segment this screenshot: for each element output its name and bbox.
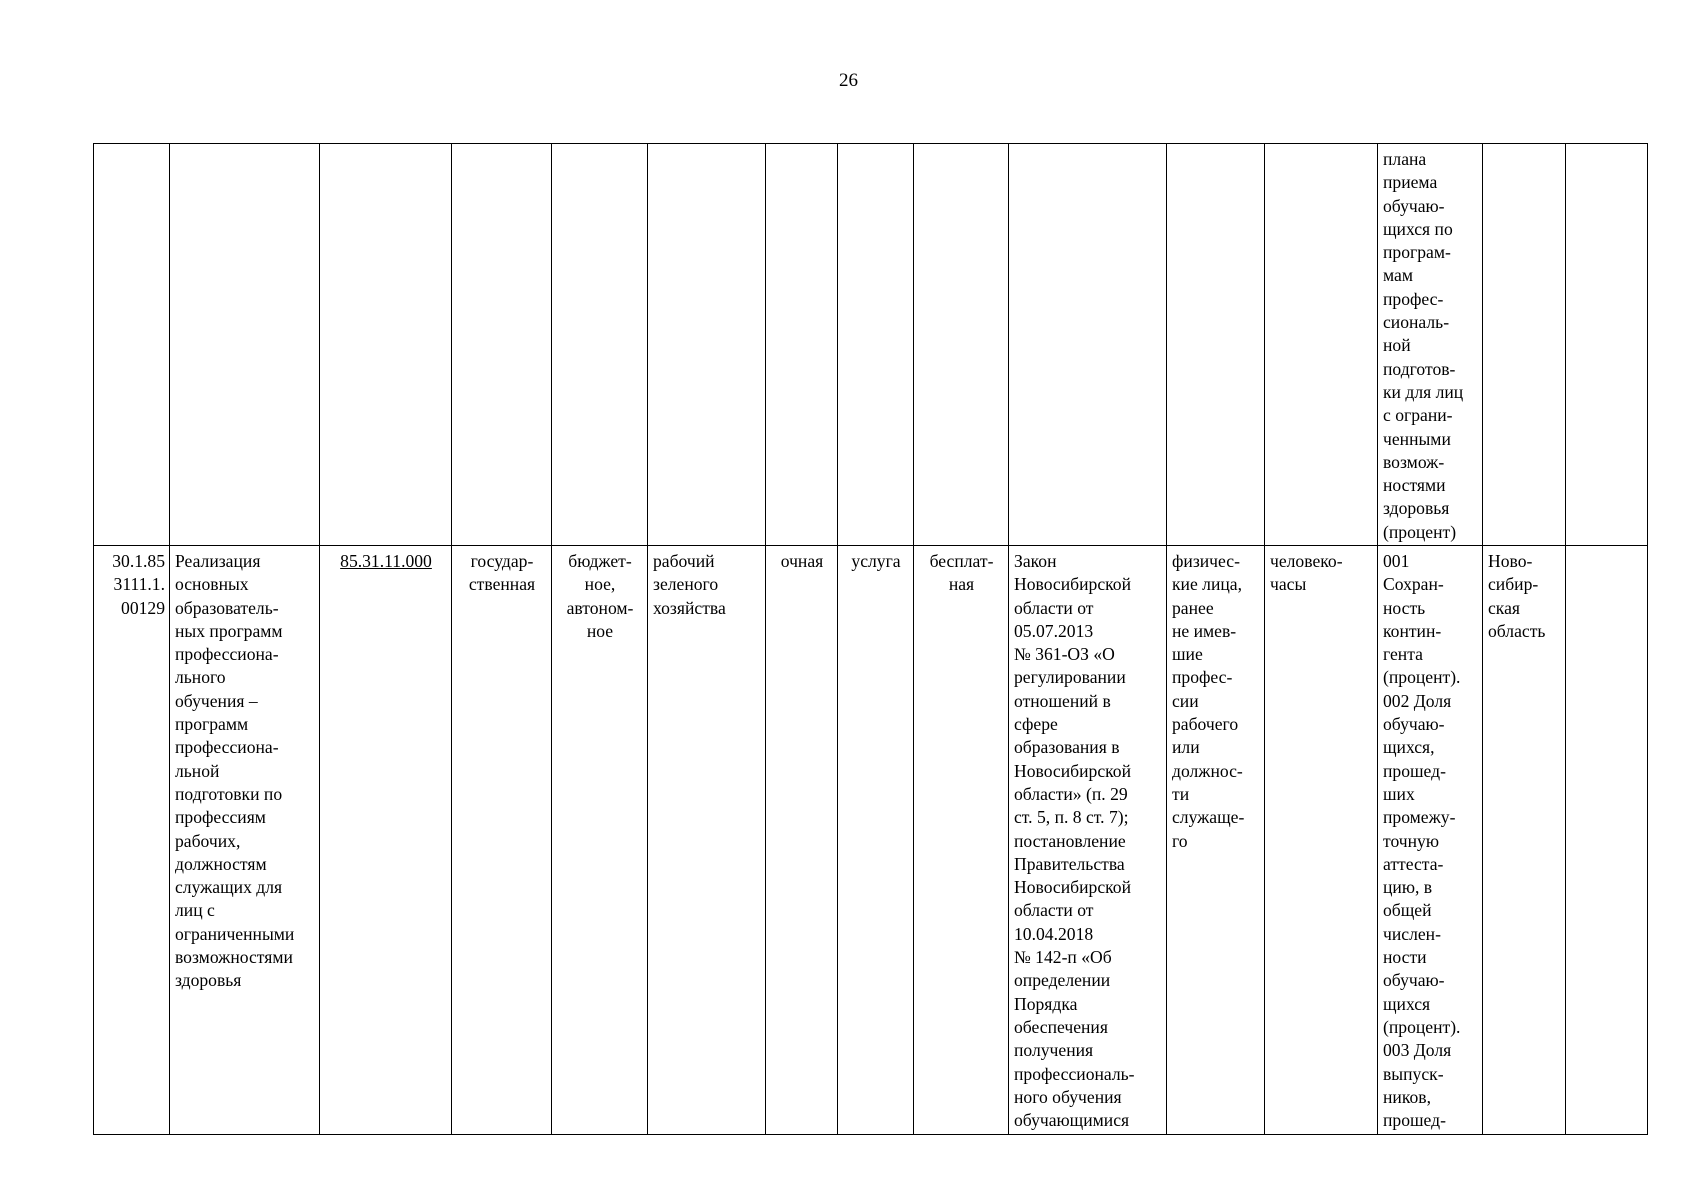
- institution-type-cell: государ- ственная: [452, 546, 552, 1135]
- table-cell: [838, 144, 914, 546]
- registry-code-cell: 30.1.85 3111.1. 00129: [94, 546, 170, 1135]
- consumers-cell: физичес- кие лица, ранее не имев- шие профес- сии рабочего или должнос- ти служаще- го: [1167, 546, 1265, 1135]
- table-row: [94, 144, 1648, 546]
- okved-code-link[interactable]: 85.31.11.000: [340, 551, 432, 571]
- table-cell: [1167, 144, 1265, 546]
- quality-indicator-continuation: плана приема обучаю- щихся по програм- мам профес- сиональ- ной подготов- ки для лиц с ограни- ченными возмож- ностями здоровья (процент): [1378, 144, 1483, 546]
- table-cell: [552, 144, 648, 546]
- okved-code-cell: [320, 546, 452, 1135]
- table-cell: [452, 144, 552, 546]
- table-cell: [648, 144, 766, 546]
- services-table: [93, 143, 1648, 1135]
- table-cell: [170, 144, 320, 546]
- profession-cell: рабочий зеленого хозяйства: [648, 546, 766, 1135]
- study-form-cell: очная: [766, 546, 838, 1135]
- service-name-cell: Реализация основных образователь- ных программ профессиона- льного обучения – программ профессиона- льной подготовки по профессиям рабочих, должностям служащих для лиц с ограниченными возможностями здоровья: [170, 546, 320, 1135]
- page-number: 26: [839, 70, 858, 91]
- table-cell: [1265, 144, 1378, 546]
- table-cell: [1566, 546, 1648, 1135]
- quality-indicators-cell: 001 Сохран- ность контин- гента (процент). 002 Доля обучаю- щихся, прошед- ших промежу- точную аттеста- цию, в общей числен- ности обучаю- щихся (процент). 003 Доля выпуск- ников, прошед-: [1378, 546, 1483, 1135]
- legal-basis-cell: Закон Новосибирской области от 05.07.2013 № 361-ОЗ «О регулировании отношений в сфере образования в Новосибирской области» (п. 29 ст. 5, п. 8 ст. 7); постановление Правительства Новосибирской области от 10.04.2018 № 142-п «Об определении Порядка обеспечения получения профессиональ- ного обучения обучающимися: [1009, 546, 1167, 1135]
- table-cell: [1009, 144, 1167, 546]
- table-cell: [1566, 144, 1648, 546]
- table-row: [94, 546, 1648, 1135]
- territory-cell: Ново- сибир- ская область: [1483, 546, 1566, 1135]
- category-cell: услуга: [838, 546, 914, 1135]
- table-cell: [914, 144, 1009, 546]
- volume-unit-cell: человеко- часы: [1265, 546, 1378, 1135]
- payment-cell: бесплат- ная: [914, 546, 1009, 1135]
- table-cell: [766, 144, 838, 546]
- table-cell: [94, 144, 170, 546]
- table-cell: [1483, 144, 1566, 546]
- table-cell: [320, 144, 452, 546]
- institution-form-cell: бюджет- ное, автоном- ное: [552, 546, 648, 1135]
